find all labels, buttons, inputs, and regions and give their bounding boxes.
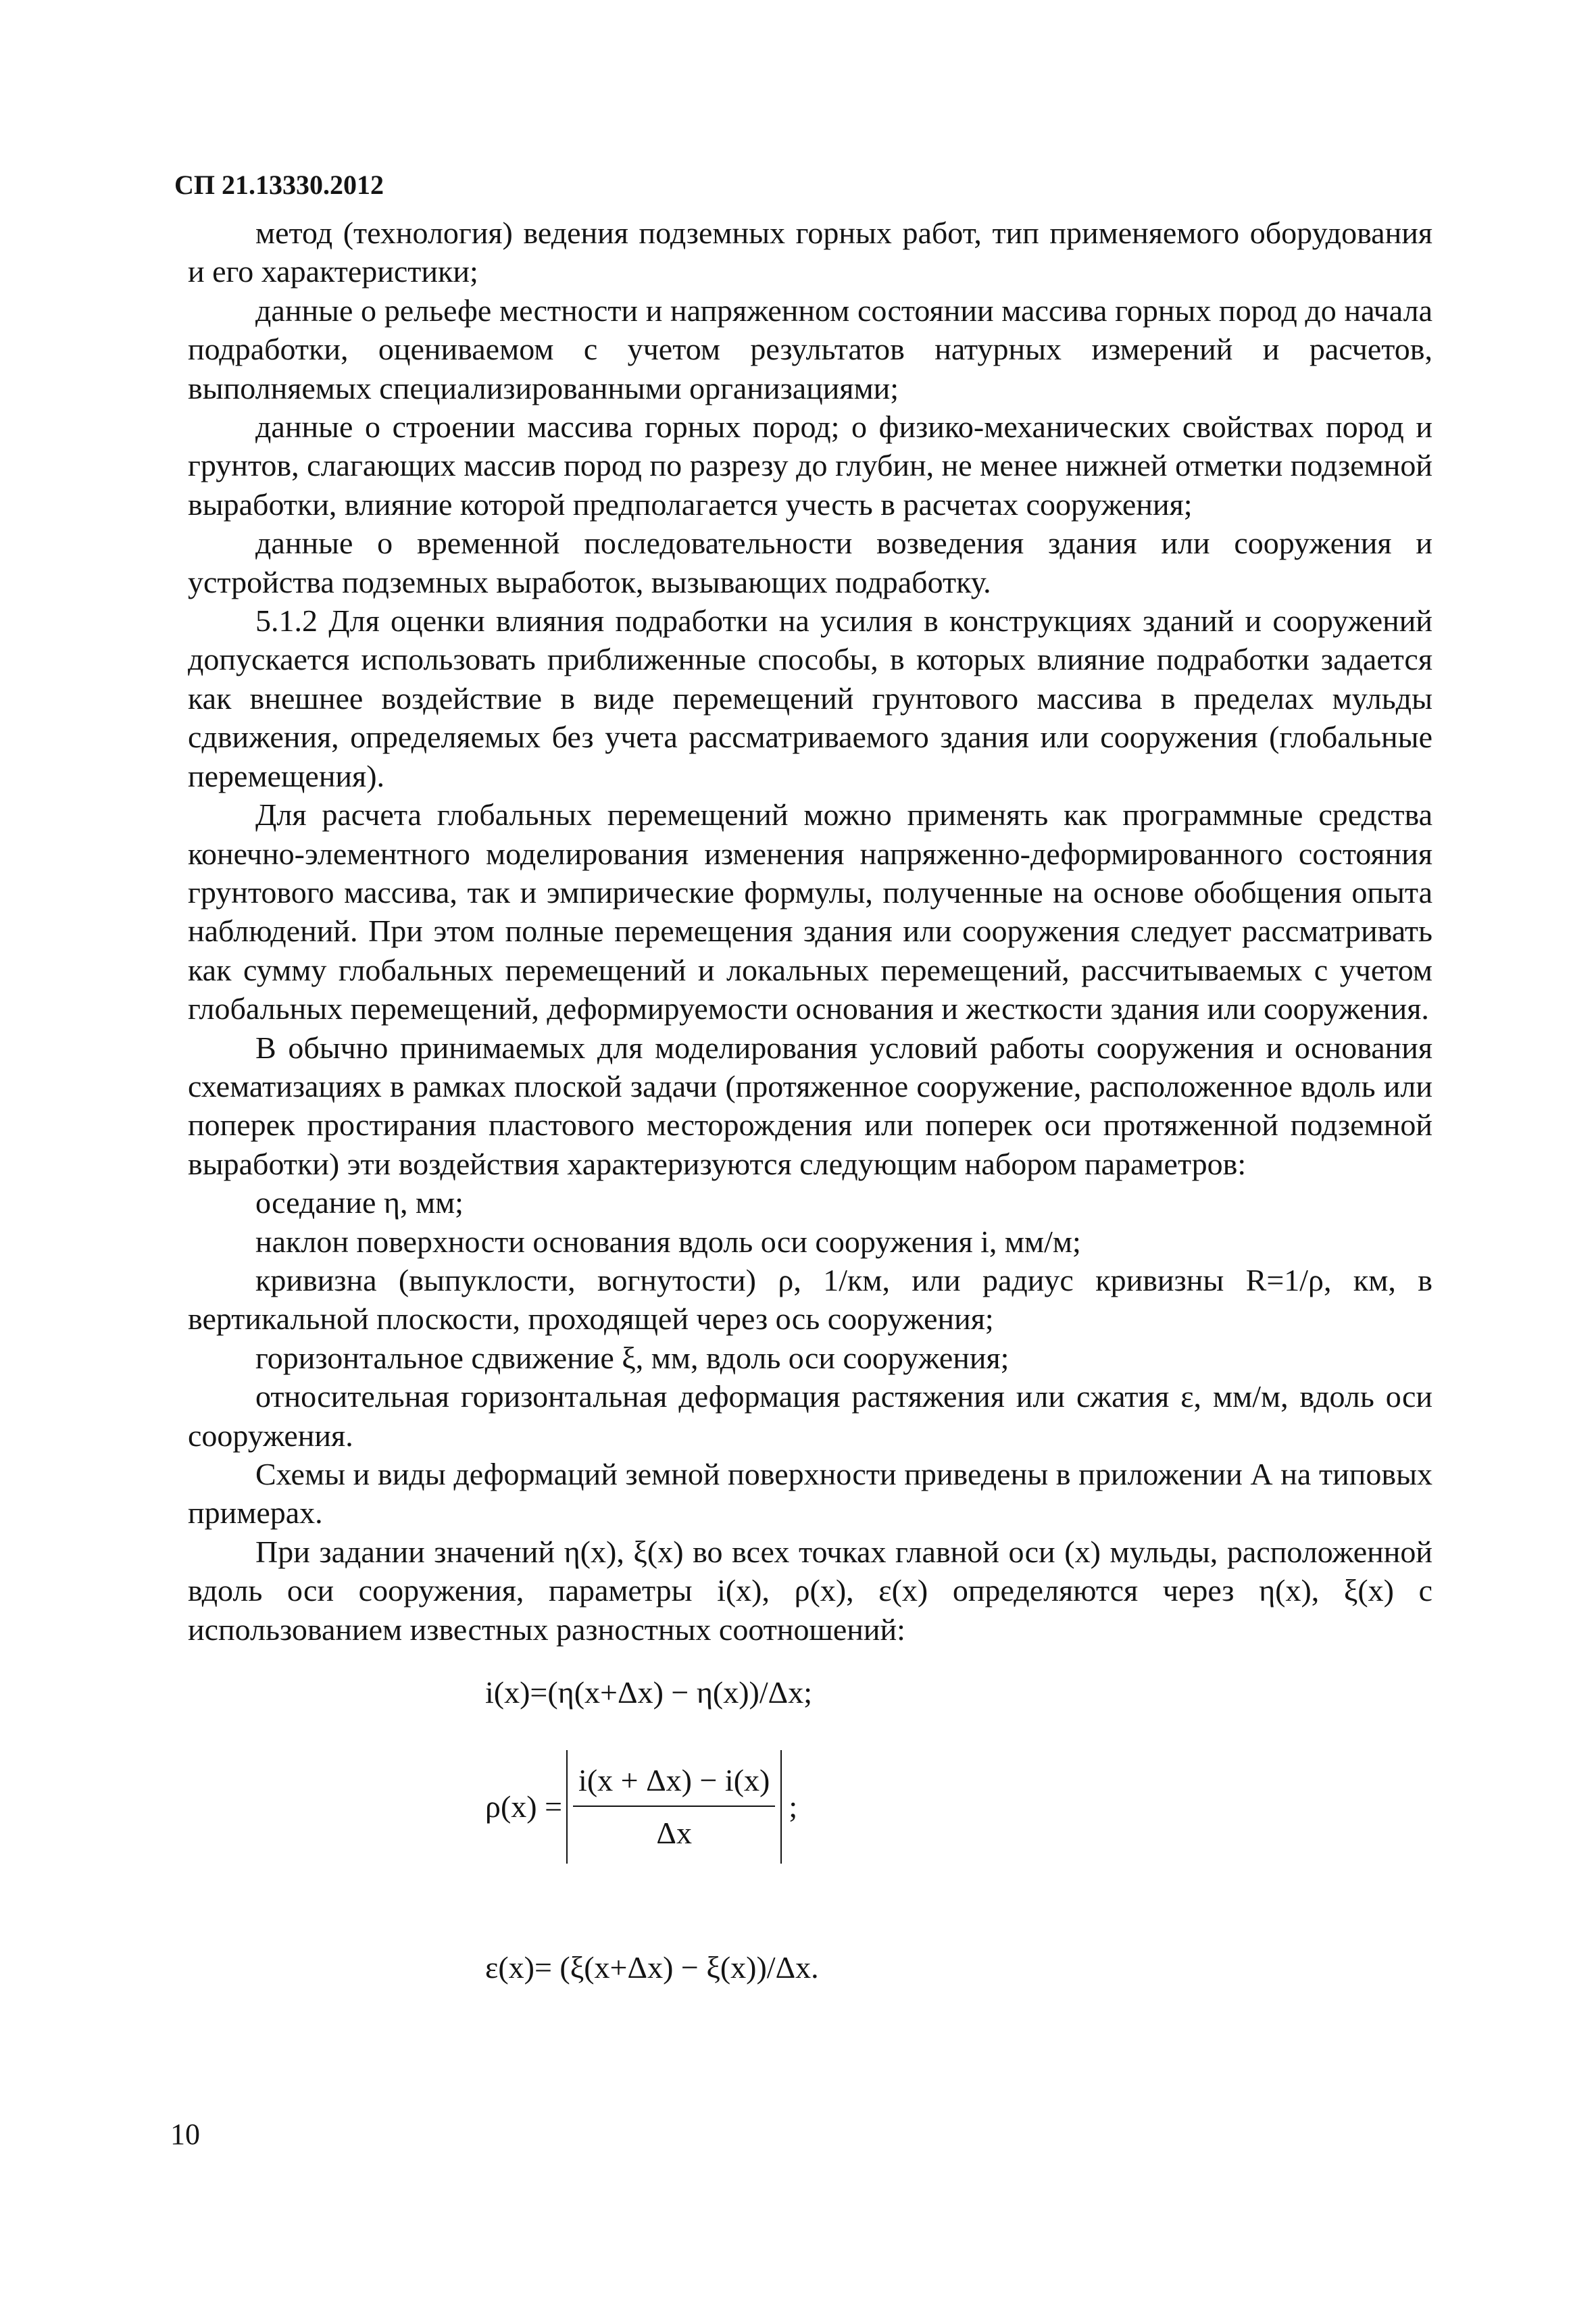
paragraph-2: данные о рельефе местности и напряженном состоянии массива горных пород до начала подработки, оцениваемом с учетом результатов натурных измерений и расчетов, выполняемых специализированными организациями; — [188, 293, 1432, 405]
paragraph-6: Для расчета глобальных перемещений можно применять как программные средства конечно-элементного моделирования изменения напряженно-деформированного состояния грунтового массива, так и эмпирические формулы, полученные на основе обобщения опыта наблюдений. При этом полные перемещения здания или сооружения следует рассматривать как сумму глобальных перемещений и локальных перемещений, рассчитываемых с учетом глобальных перемещений, деформируемости основания и жесткости здания или сооружения. — [188, 797, 1432, 1026]
paragraph-formulas-intro: При задании значений η(x), ξ(x) во всех точках главной оси (x) мульды, расположенной вдоль оси сооружения, параметры i(x), ρ(x), ε(x) определяются через η(x), ξ(x) с использованием известных разностных соотношений: — [188, 1534, 1432, 1647]
formula-curvature — [485, 1750, 797, 1864]
fraction-numerator: i(x + Δx) − i(x) — [573, 1758, 775, 1807]
paragraph-5-1-2: 5.1.2 Для оценки влияния подработки на усилия в конструкциях зданий и сооружений допускается использовать приближенные способы, в которых влияние подработки задается как внешнее воздействие в виде перемещений грунтового массива в пределах мульды сдвижения, определяемых без учета рассматриваемого здания или сооружения (глобальные перемещения). — [188, 603, 1432, 793]
formula-tilt: i(x)=(η(x+Δx) − η(x))/Δx; — [485, 1675, 812, 1710]
param-horizontal-displacement: горизонтальное сдвижение ξ, мм, вдоль оси сооружения; — [255, 1340, 1009, 1375]
document-code-header: СП 21.13330.2012 — [174, 170, 384, 200]
paragraph-1: метод (технология) ведения подземных горных работ, тип применяемого оборудования и его характеристики; — [188, 216, 1432, 289]
formula-curvature-semicolon: ; — [789, 1789, 798, 1824]
page-number: 10 — [170, 2118, 200, 2151]
param-subsidence: оседание η, мм; — [255, 1185, 464, 1220]
absolute-value-bars — [566, 1750, 782, 1864]
paragraph-4: данные о временной последовательности возведения здания или сооружения и устройства подземных выработок, вызывающих подработку. — [188, 526, 1432, 599]
document-body — [188, 214, 1432, 2054]
paragraph-7: В обычно принимаемых для моделирования условий работы сооружения и основания схематизациях в рамках плоской задачи (протяженное сооружение, расположенное вдоль или поперек простирания пластового месторождения или поперек оси протяженной подземной выработки) эти воздействия характеризуются следующим набором параметров: — [188, 1030, 1432, 1181]
paragraph-3: данные о строении массива горных пород; о физико-механических свойствах пород и грунтов, слагающих массив пород по разрезу до глубин, не менее нижней отметки подземной выработки, влияние которой предполагается учесть в расчетах сооружения; — [188, 409, 1432, 522]
formulas-block — [188, 1649, 1432, 2054]
paragraph-appendix-reference: Схемы и виды деформаций земной поверхности приведены в приложении А на типовых примерах. — [188, 1457, 1432, 1530]
formula-curvature-lhs: ρ(x) = — [485, 1789, 563, 1824]
fraction-denominator: Δx — [656, 1816, 692, 1851]
fraction — [573, 1758, 775, 1856]
param-horizontal-strain: относительная горизонтальная деформация растяжения или сжатия ε, мм/м, вдоль оси сооружения. — [188, 1379, 1432, 1453]
formula-strain: ε(x)= (ξ(x+Δx) − ξ(x))/Δx. — [485, 1950, 819, 1985]
param-curvature: кривизна (выпуклости, вогнутости) ρ, 1/км, или радиус кривизны R=1/ρ, км, в вертикальной плоскости, проходящей через ось сооружения; — [188, 1262, 1432, 1337]
param-tilt: наклон поверхности основания вдоль оси сооружения i, мм/м; — [255, 1224, 1081, 1259]
